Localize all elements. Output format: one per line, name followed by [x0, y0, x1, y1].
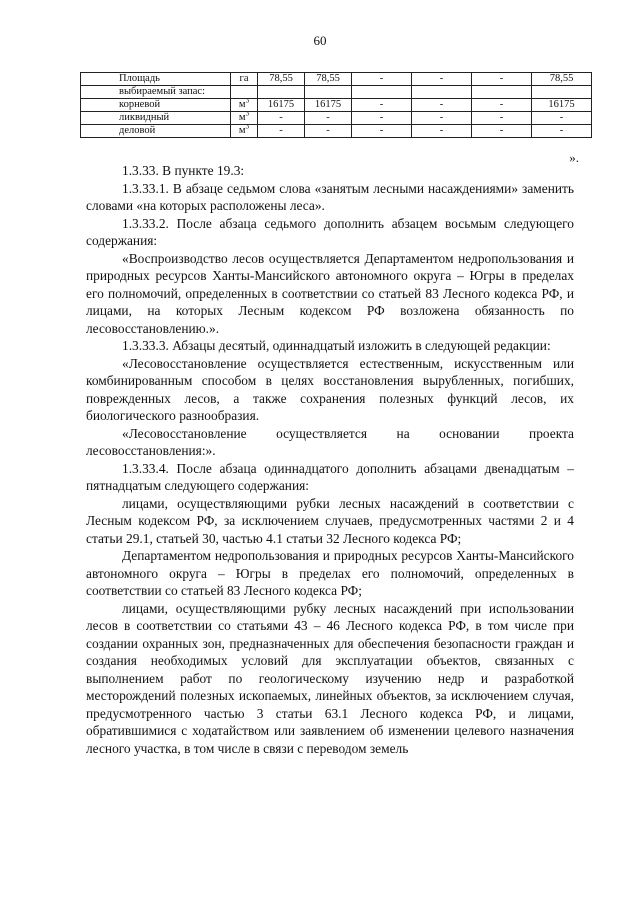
row-label: корневой [81, 99, 231, 112]
table-cell: 16175 [258, 99, 305, 112]
row-unit: га [231, 73, 258, 86]
table-cell: - [258, 112, 305, 125]
table-cell: 78,55 [532, 73, 592, 86]
row-label: выбираемый запас: [81, 86, 231, 99]
table-cell [532, 86, 592, 99]
superscript: 3 [245, 98, 250, 105]
paragraph: лицами, осуществляющими рубки лесных насаждений в соответствии с Лесным кодексом РФ, за исключением случаев, предусмотренных частями 2 и 4 статьи 29.1, статьей 30, частью 4.1 статьи 32 Лесного кодекса РФ; [86, 495, 574, 546]
paragraph: «Лесовосстановление осуществляется на основании проекта лесовосстановления:». [86, 425, 574, 458]
paragraph: «Лесовосстановление осуществляется естественным, искусственным или комбинированным способом в целях восстановления вырубленных, погибших, поврежденных лесов, а также сохранения полезных функций лесов, их биологического разнообразия. [86, 355, 574, 423]
table-cell: - [472, 112, 532, 125]
paragraph: 1.3.33.1. В абзаце седьмом слова «занятым лесными насаждениями» заменить словами «на которых расположены леса». [86, 180, 574, 213]
superscript: 3 [245, 124, 250, 131]
table-cell: - [532, 125, 592, 138]
table-cell: - [258, 125, 305, 138]
paragraph: 1.3.33.4. После абзаца одиннадцатого дополнить абзацами двенадцатым – пятнадцатым следующего содержания: [86, 460, 574, 493]
paragraph: 1.3.33.3. Абзацы десятый, одиннадцатый изложить в следующей редакции: [122, 338, 551, 353]
paragraph: 1.3.33. В пункте 19.3: [122, 163, 245, 178]
row-unit [231, 86, 258, 99]
table-row [81, 99, 592, 112]
paragraph: Департаментом недропользования и природных ресурсов Ханты-Мансийского автономного округа – Югры в пределах его полномочий, определенных в соответствии со статьей 83 Лесного кодекса РФ; [86, 548, 574, 598]
table-cell: - [305, 112, 352, 125]
superscript: 3 [245, 111, 250, 118]
table-cell: - [412, 125, 472, 138]
table-row [81, 125, 592, 138]
table-cell: 16175 [532, 99, 592, 112]
table-cell: - [412, 73, 472, 86]
table-cell: - [532, 112, 592, 125]
table-cell: - [472, 125, 532, 138]
table-cell [258, 86, 305, 99]
document-body [86, 162, 574, 757]
table-row [81, 112, 592, 125]
table-cell: 16175 [305, 99, 352, 112]
table-cell [352, 86, 412, 99]
paragraph: 1.3.33.2. После абзаца седьмого дополнить абзацем восьмым следующего содержания: [86, 215, 574, 248]
table-row [81, 73, 592, 86]
table-row [81, 86, 592, 99]
table-cell: - [412, 99, 472, 112]
data-table [80, 72, 592, 138]
paragraph: «Воспроизводство лесов осуществляется Департаментом недропользования и природных ресурсов Ханты-Мансийского автономного округа – Югры в пределах его полномочий, определенных в соответствии со статьей 83 Лесного кодекса РФ, и лицами, на которых Лесным кодексом РФ возложена обязанность по лесовосстановлению.». [86, 250, 574, 336]
table-cell: - [305, 125, 352, 138]
table-cell: - [472, 99, 532, 112]
paragraph: лицами, осуществляющими рубку лесных насаждений при использовании лесов в соответствии со статьями 43 – 46 Лесного кодекса РФ, в том числе при создании охранных зон, предназначенных для обеспечения безопасности граждан и создания необходимых условий для эксплуатации объектов, связанных с выполнением работ по геологическому изучению недр и разработкой месторождений полезных ископаемых, линейных объектов, за исключением случая, предусмотренного частью 3 статьи 63.1 Лесного кодекса РФ, и лицами, обратившимися с ходатайством или заявлением об изменении целевого назначения лесного участка, в том числе в связи с переводом земель [86, 600, 574, 756]
table-cell: 78,55 [305, 73, 352, 86]
table-cell [305, 86, 352, 99]
row-unit: $м^3$ [231, 112, 258, 125]
table-cell [472, 86, 532, 99]
row-label: Площадь [81, 73, 231, 86]
table-cell: - [472, 73, 532, 86]
row-label: деловой [81, 125, 231, 138]
table-cell: - [352, 99, 412, 112]
table-cell: - [412, 112, 472, 125]
row-unit: $м^3$ [231, 99, 258, 112]
table-cell [412, 86, 472, 99]
table-cell: - [352, 125, 412, 138]
table-cell: - [352, 112, 412, 125]
table-cell: - [352, 73, 412, 86]
page-number: 60 [313, 33, 327, 48]
quote-close: ». [569, 150, 579, 165]
table-cell: 78,55 [258, 73, 305, 86]
row-unit: $м^3$ [231, 125, 258, 138]
row-label: ликвидный [81, 112, 231, 125]
